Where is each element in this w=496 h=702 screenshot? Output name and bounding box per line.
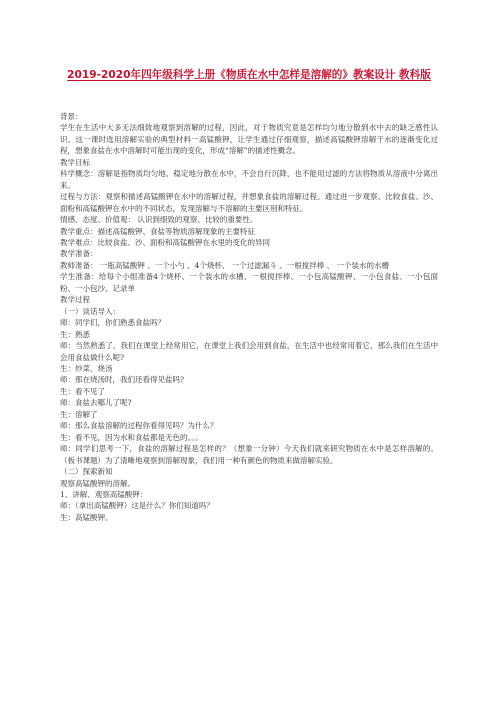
paragraph-dialogue: 师：那么食盐溶解的过程你看得见吗？为什么？ bbox=[60, 421, 218, 431]
paragraph-dialogue: 生：看不见，因为水和食盐都是无色的。。。 bbox=[60, 432, 203, 442]
paragraph-science-concept: 科学概念：溶解是指物质均匀地、稳定地分散在水中，不会自行沉降，也不能用过滤的方法将物质从溶液中分离出来。 bbox=[60, 169, 438, 190]
document-body bbox=[60, 111, 438, 523]
paragraph-background-text: 学生在生活中大多无法细致地观察到溶解的过程，因此，对于物质究竟是怎样均匀地分散到水中去的缺乏感性认识。这一课时选用溶解实验的典型材料一高锰酸钾，让学生通过仔细观察，描述高锰酸钾溶解于水的逐渐变化过程，想象食盐在水中溶解时可能出现的变化，形成“溶解”的描述性概念。 bbox=[60, 123, 438, 156]
document-title: 2019-2020年四年级科学上册《物质在水中怎样是溶解的》教案设计 教科版 bbox=[67, 69, 431, 81]
paragraph-process-heading: 教学过程 bbox=[60, 295, 90, 305]
paragraph-dialogue: 师：同学们，你们熟悉食盐吗？ bbox=[60, 318, 165, 328]
paragraph-dialogue: 师：（拿出高锰酸钾）这是什么？你们知道吗？ bbox=[60, 501, 214, 511]
paragraph-dialogue: 师：食盐去哪儿了呢? bbox=[60, 398, 132, 408]
paragraph-dialogue: 生：熟悉 bbox=[60, 329, 90, 339]
paragraph-preparation-heading: 教学准备： bbox=[60, 249, 98, 259]
paragraph-section-intro: （一）谈话导入： bbox=[60, 306, 120, 316]
paragraph-dialogue: 师：那在烧汤时，我们还看得见盐吗? bbox=[60, 375, 185, 385]
paragraph-dialogue: 师：当然熟悉了，我们在课堂上经常用它，在课堂上我们会用到食盐，在生活中也经常用着它，那么我们在生活中会用食盐做什么呢? bbox=[60, 341, 438, 362]
paragraph-dialogue: 生：看不见了 bbox=[60, 386, 105, 396]
paragraph-key-points: 教学重点：描述高锰酸钾、食盐等物质溶解现象的主要特征 bbox=[60, 226, 255, 236]
paragraph-observe-dissolution: 观察高锰酸钾的溶解。 bbox=[60, 478, 135, 488]
paragraph-dialogue: 生：炒菜、烧汤 bbox=[60, 363, 113, 373]
paragraph-teacher-preparation: 教师准备： 一瓶高锰酸钾 、一个小勺 、4个烧杯、 一个过滤漏斗 、一根搅拌棒 、 一个装水的水槽 bbox=[60, 260, 389, 270]
paragraph-objectives-heading: 教学目标 bbox=[60, 157, 90, 167]
paragraph-dialogue: 生：溶解了 bbox=[60, 409, 98, 419]
paragraph-step-one: 1、讲解、观察高锰酸钾： bbox=[60, 489, 148, 499]
paragraph-attitude-values: 情感、态度、价值观： 认识到细致的观察、比较的重要性。 bbox=[60, 215, 258, 225]
paragraph-dialogue: 师：同学们思考一下，食盐的溶解过程是怎样的？（想象一分钟）今天我们就来研究物质在水中是怎样溶解的。（板书课题）为了清晰地观察到溶解现象，我们用一种有颜色的物质来做溶解实验。 bbox=[60, 444, 438, 465]
paragraph-dialogue: 生：高锰酸钾。 bbox=[60, 512, 113, 522]
paragraph-background-heading: 背景： bbox=[60, 112, 83, 121]
paragraph-student-preparation: 学生准备：给每个小组准备4个烧杯、一个装水的水槽、一根搅拌棒、一小包高锰酸钾、一小包食盐、一小包面粉、一小包沙、记录单 bbox=[60, 272, 438, 293]
paragraph-difficulties: 教学难点：比较食盐、沙、面粉和高锰酸钾在水里的变化的异同 bbox=[60, 237, 270, 247]
paragraph-process-method: 过程与方法：观察和描述高锰酸钾在水中的溶解过程，并想象食盐的溶解过程。通过进一步观察、比较食盐、沙、面粉和高锰酸钾在水中的不同状态，发现溶解与不溶解的主要区别和特征。 bbox=[60, 192, 438, 213]
paragraph-section-explore: （二）探索新知 bbox=[60, 467, 113, 477]
